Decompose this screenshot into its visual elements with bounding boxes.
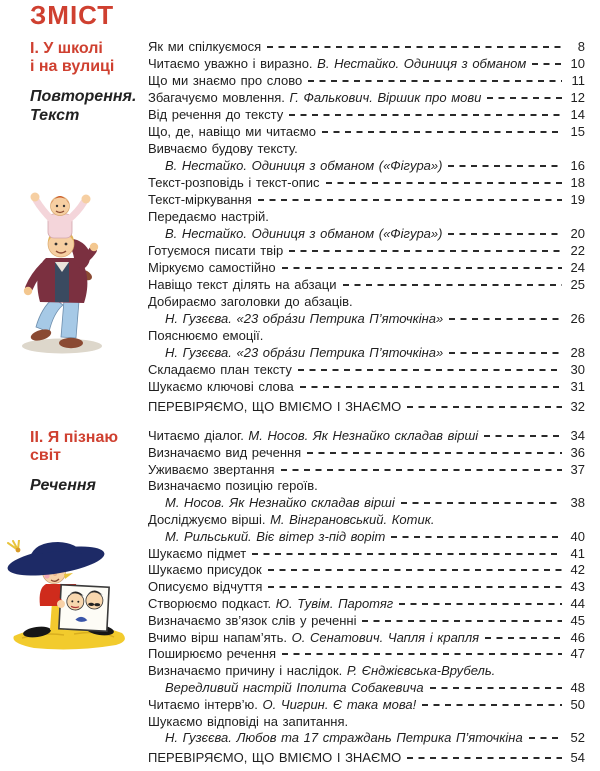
- dash-leader: [448, 233, 562, 235]
- toc-entry: [148, 310, 585, 327]
- section-1-label: [30, 40, 142, 125]
- dash-leader: [258, 199, 562, 201]
- dash-leader: [252, 553, 562, 555]
- page-number: 20: [570, 226, 585, 241]
- toc-list-section-1: [148, 38, 585, 415]
- page-number: 44: [570, 595, 585, 611]
- toc-entry-text: В. Нестайко. Одиниця з обманом («Фігура»): [165, 226, 443, 241]
- toc-entry-text: Що, де, навіщо ми читаємо: [148, 124, 316, 139]
- toc-entry-text: Складаємо план тексту: [148, 362, 292, 377]
- page-number: 50: [570, 696, 585, 712]
- toc-entry-text: Описуємо відчуття: [148, 579, 263, 595]
- dash-leader: [391, 536, 562, 538]
- dash-leader: [449, 318, 562, 320]
- toc-entry: [148, 55, 585, 72]
- toc-entry: [148, 562, 585, 579]
- page-number: 18: [570, 175, 585, 190]
- toc-entry-text: Текст-міркування: [148, 192, 252, 207]
- dash-leader: [282, 267, 562, 269]
- toc-entry-text: М. Рильський. Віє вітер з-під воріт: [165, 528, 386, 544]
- page-number: 34: [570, 428, 585, 443]
- toc-entry: [148, 378, 585, 395]
- toc-entry-text: Що ми знаємо про слово: [148, 73, 303, 88]
- dash-leader: [449, 352, 562, 354]
- page-number: 43: [570, 579, 585, 595]
- toc-entry-text: ПЕРЕВІРЯЄМО, ЩО ВМІЄМО І ЗНАЄМО: [148, 750, 402, 766]
- dash-leader: [407, 406, 562, 408]
- dash-leader: [448, 165, 562, 167]
- toc-entry: [148, 327, 585, 344]
- page-number: 37: [570, 461, 585, 477]
- dash-leader: [485, 637, 562, 639]
- page-number: 25: [570, 277, 585, 292]
- toc-entry: [148, 512, 585, 529]
- dash-leader: [289, 250, 562, 252]
- toc-entry: [148, 361, 585, 378]
- toc-entry: [148, 242, 585, 259]
- toc-entry: [148, 529, 585, 546]
- page-number: 45: [570, 612, 585, 628]
- toc-entry: [148, 293, 585, 310]
- page-number: 8: [577, 39, 585, 54]
- toc-entry-text: Пояснюємо емоції.: [148, 328, 264, 343]
- page-number: 12: [570, 90, 585, 105]
- page-number: 46: [570, 629, 585, 645]
- page-number: 52: [570, 730, 585, 746]
- dash-leader: [268, 569, 562, 571]
- toc-entry: [148, 174, 585, 191]
- dash-leader: [401, 502, 562, 504]
- toc-entry: [148, 123, 585, 140]
- dash-leader: [289, 114, 562, 116]
- dash-leader: [308, 80, 562, 82]
- toc-entry-text: Вередливий настрій Іполита Собакевича: [165, 679, 424, 695]
- dash-leader: [326, 182, 562, 184]
- toc-entry: [148, 596, 585, 613]
- dash-leader: [343, 284, 563, 286]
- toc-entry: [148, 191, 585, 208]
- page-number: 32: [570, 399, 585, 414]
- section-2-label: [30, 429, 142, 495]
- toc-entry: [148, 259, 585, 276]
- toc-entry: [148, 462, 585, 479]
- toc-entry: [148, 579, 585, 596]
- section-1-heading-line1: І. У школі: [30, 40, 103, 57]
- dash-leader: [529, 737, 562, 739]
- toc-entry-text: Визначаємо причину і наслідок. Р. Єнджієвська-Врубель.: [148, 663, 496, 679]
- page-number: 30: [570, 362, 585, 377]
- page-number: 48: [570, 679, 585, 695]
- toc-entry-text: Читаємо діалог. М. Носов. Як Незнайко складав вірші: [148, 428, 479, 443]
- toc-entry-text: Н. Гузєєва. Любов та 17 страждань Петрика П’яточкіна: [165, 730, 523, 746]
- boys-piggyback-illustration: [10, 186, 114, 358]
- toc-entry-text: В. Нестайко. Одиниця з обманом («Фігура»): [165, 158, 443, 173]
- page-number: 26: [570, 311, 585, 326]
- page-title: ЗМІСТ: [30, 0, 115, 30]
- toc-entry: [148, 38, 585, 55]
- toc-entry-text: Шукаємо присудок: [148, 562, 262, 578]
- dash-leader: [300, 386, 562, 388]
- page-number: 36: [570, 444, 585, 460]
- page-number: 14: [570, 107, 585, 122]
- toc-entry: [148, 646, 585, 663]
- toc-entry-text: Текст-розповідь і текст-опис: [148, 175, 320, 190]
- section-2-heading-line1: ІІ. Я пізнаю: [30, 429, 119, 446]
- toc-entry: [148, 730, 585, 747]
- toc-entry: [148, 398, 585, 415]
- page-number: 31: [570, 379, 585, 394]
- toc-entry-text: ПЕРЕВІРЯЄМО, ЩО ВМІЄМО І ЗНАЄМО: [148, 399, 402, 414]
- page-number: 19: [570, 192, 585, 207]
- page-number: 38: [570, 495, 585, 511]
- toc-entry-text: Визначаємо позицію героїв.: [148, 478, 318, 494]
- toc-entry: [148, 663, 585, 680]
- page-number: 24: [570, 260, 585, 275]
- dash-leader: [430, 687, 562, 689]
- toc-entry-text: Збагачуємо мовлення. Г. Фалькович. Віршик про мови: [148, 90, 482, 105]
- dash-leader: [282, 653, 562, 655]
- toc-entry-text: Читаємо уважно і виразно. В. Нестайко. Одиниця з обманом: [148, 56, 527, 71]
- dash-leader: [484, 435, 562, 437]
- page-number: 28: [570, 345, 585, 360]
- toc-entry-text: Шукаємо підмет: [148, 545, 247, 561]
- dash-leader: [407, 757, 562, 759]
- toc-entry-text: Шукаємо ключові слова: [148, 379, 294, 394]
- toc-entry-text: Вивчаємо будову тексту.: [148, 141, 298, 156]
- page-number: 16: [570, 158, 585, 173]
- toc-entry-text: Міркуємо самостійно: [148, 260, 276, 275]
- page-number: 42: [570, 562, 585, 578]
- table-of-contents: [148, 38, 585, 767]
- dash-leader: [298, 369, 562, 371]
- page-number: 47: [570, 646, 585, 662]
- toc-entry: [148, 714, 585, 731]
- toc-entry-text: Визначаємо вид речення: [148, 444, 302, 460]
- toc-entry: [148, 680, 585, 697]
- dash-leader: [307, 452, 562, 454]
- dash-leader: [362, 620, 562, 622]
- toc-entry: [148, 344, 585, 361]
- toc-entry-text: Поширюємо речення: [148, 646, 277, 662]
- dash-leader: [281, 469, 562, 471]
- dash-leader: [267, 46, 562, 48]
- dash-leader: [422, 704, 562, 706]
- page-number: 22: [570, 243, 585, 258]
- page-number: 41: [570, 545, 585, 561]
- dash-leader: [532, 63, 562, 65]
- section-1-heading-line2: і на вулиці: [30, 58, 115, 75]
- neznaika-with-picture-illustration: [4, 540, 134, 652]
- section-2-heading-line2: світ: [30, 447, 62, 464]
- toc-entry-text: Визначаємо зв’язок слів у реченні: [148, 612, 357, 628]
- page-number: 54: [570, 750, 585, 766]
- toc-entry: [148, 478, 585, 495]
- toc-entry: [148, 72, 585, 89]
- toc-entry: [148, 106, 585, 123]
- toc-entry: [148, 157, 585, 174]
- toc-entry: [148, 546, 585, 563]
- toc-entry: [148, 445, 585, 462]
- toc-entry: [148, 428, 585, 445]
- page-number: 40: [570, 528, 585, 544]
- section-1-subtitle-line1: Повторення.: [30, 88, 137, 105]
- toc-entry: [148, 276, 585, 293]
- page-number: 11: [571, 73, 585, 88]
- section-2-subtitle-line1: Речення: [30, 477, 96, 494]
- toc-entry: [148, 697, 585, 714]
- toc-entry: [148, 225, 585, 242]
- toc-entry-text: Шукаємо відповіді на запитання.: [148, 713, 349, 729]
- dash-leader: [268, 586, 562, 588]
- toc-list-section-2: [148, 428, 585, 767]
- toc-entry: [148, 208, 585, 225]
- toc-entry: [148, 750, 585, 767]
- toc-entry: [148, 140, 585, 157]
- toc-entry-text: Навіщо текст ділять на абзаци: [148, 277, 337, 292]
- toc-entry: [148, 630, 585, 647]
- dash-leader: [487, 97, 562, 99]
- dash-leader: [322, 131, 562, 133]
- toc-entry-text: Добираємо заголовки до абзаців.: [148, 294, 353, 309]
- dash-leader: [399, 603, 562, 605]
- toc-entry-text: Читаємо інтерв’ю. О. Чигрин. Є така мова!: [148, 696, 417, 712]
- toc-entry-text: Н. Гузєєва. «23 обра́зи Петрика П’яточкіна»: [165, 345, 444, 360]
- section-1-subtitle-line2: Текст: [30, 107, 80, 124]
- toc-entry-text: Вчимо вірш напам’ять. О. Сенатович. Чапля і крапля: [148, 629, 480, 645]
- toc-entry: [148, 89, 585, 106]
- toc-entry-text: Готуємося писати твір: [148, 243, 284, 258]
- toc-entry-text: Н. Гузєєва. «23 обра́зи Петрика П’яточкіна»: [165, 311, 444, 326]
- toc-entry-text: Від речення до тексту: [148, 107, 284, 122]
- toc-entry-text: Створюємо подкаст. Ю. Тувім. Паротяг: [148, 595, 394, 611]
- toc-entry-text: Передаємо настрій.: [148, 209, 269, 224]
- toc-entry-text: М. Носов. Як Незнайко складав вірші: [165, 495, 395, 511]
- toc-entry-text: Уживаємо звертання: [148, 461, 275, 477]
- page-number: 15: [570, 124, 585, 139]
- toc-entry: [148, 495, 585, 512]
- page-number: 10: [570, 56, 585, 71]
- toc-entry-text: Як ми спілкуємося: [148, 39, 262, 54]
- toc-entry-text: Досліджуємо вірші. М. Вінграновський. Котик.: [148, 511, 435, 527]
- toc-entry: [148, 613, 585, 630]
